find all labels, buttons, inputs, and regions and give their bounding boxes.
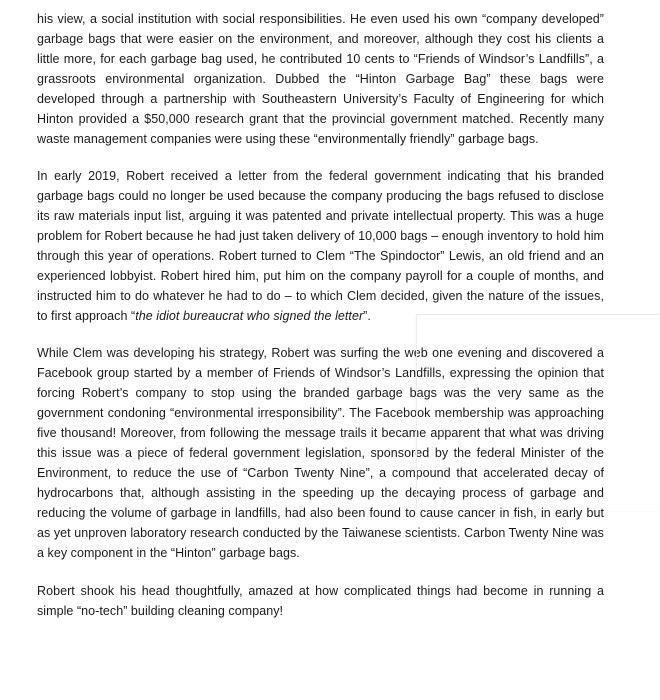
paragraph-4 xyxy=(37,581,604,621)
paragraph-2 xyxy=(37,166,604,326)
paragraph-2-text-end: ”. xyxy=(363,309,371,323)
paragraph-3 xyxy=(37,343,604,563)
paragraph-3-text: While Clem was developing his strategy, Robert was surfing the web one evening and discovered a Facebook group started by a member of Friends of Windsor’s Landfills, expressing the opinion that forcing Robert’s company to stop using the branded garbage bags was the very same as the government condoning “environmental irresponsibility”. The Facebook membership was approaching five thousand! Moreover, from following the message trails it became apparent that what was driving this issue was a piece of federal government legislation, sponsored by the federal Minister of the Environment, to reduce the use of “Carbon Twenty Nine”, a compound that accelerated decay of hydrocarbons that, although assisting in the speeding up the decaying process of garbage and reducing the volume of garbage in landfills, had also been found to cause cancer in fish, in early but as yet unproven laboratory research conducted by the Taiwanese scientists. Carbon Twenty Nine was a key component in the “Hinton” garbage bags. xyxy=(37,346,604,560)
paragraph-1-text: his view, a social institution with social responsibilities. He even used his own “company developed” garbage bags that were easier on the environment, and moreover, although they cost his clients a little more, for each garbage bag used, he contributed 10 cents to “Friends of Windsor’s Landfills”, a grassroots environmental organization. Dubbed the “Hinton Garbage Bag” these bags were developed through a partnership with Southeastern University’s Faculty of Engineering for which Hinton provided a $50,000 research grant that the provincial government matched. Recently many waste management companies were using these “environmentally friendly” garbage bags. xyxy=(37,12,604,146)
paragraph-1 xyxy=(37,9,604,149)
document-page xyxy=(37,9,604,638)
paragraph-2-italic-quote: the idiot bureaucrat who signed the letter xyxy=(135,309,364,323)
paragraph-2-text: In early 2019, Robert received a letter from the federal government indicating that his branded garbage bags could no longer be used because the company producing the bags refused to disclose its raw materials input list, arguing it was patented and private intellectual property. This was a huge problem for Robert because he had just taken delivery of 10,000 bags – enough inventory to hold him through this year of operations. Robert turned to Clem “The Spindoctor” Lewis, an old friend and an experienced lobbyist. Robert hired him, put him on the company payroll for a couple of months, and instructed him to do whatever he had to do – to which Clem decided, given the nature of the issues, to first approach “ xyxy=(37,169,604,323)
paragraph-4-text: Robert shook his head thoughtfully, amazed at how complicated things had become in running a simple “no-tech” building cleaning company! xyxy=(37,584,604,618)
